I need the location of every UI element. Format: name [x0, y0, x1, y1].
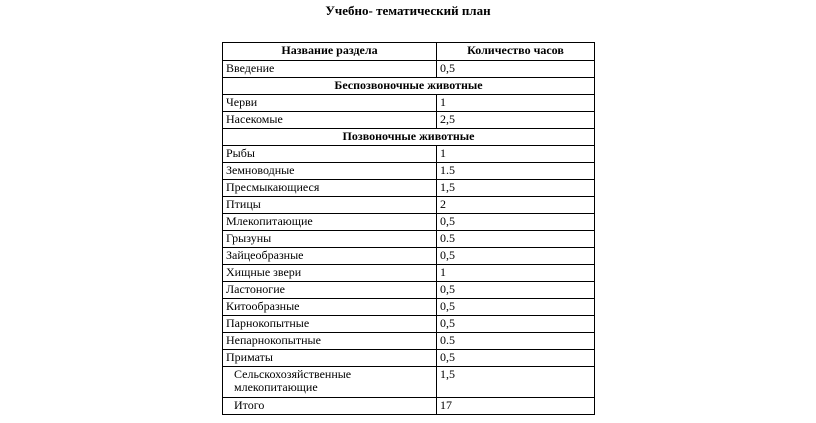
study-plan-table	[222, 42, 595, 415]
table-row	[223, 112, 595, 129]
row-name-cell: Непарнокопытные	[223, 333, 437, 350]
document-title: Учебно- тематический план	[325, 3, 491, 18]
row-name-cell: Сельскохозяйственные млекопитающие	[223, 367, 437, 398]
row-name-cell: Хищные звери	[223, 265, 437, 282]
table-row	[223, 231, 595, 248]
row-hours-cell: 1,5	[437, 180, 595, 197]
row-name-cell: Китообразные	[223, 299, 437, 316]
table-row	[223, 333, 595, 350]
table-row	[223, 350, 595, 367]
row-hours-cell: 0,5	[437, 350, 595, 367]
row-name-cell: Насекомые	[223, 112, 437, 129]
section-row	[223, 129, 595, 146]
table-row	[223, 61, 595, 78]
row-name-cell: Пресмыкающиеся	[223, 180, 437, 197]
section-heading-invertebrates: Беспозвоночные животные	[223, 78, 595, 95]
row-name-cell: Рыбы	[223, 146, 437, 163]
table-row	[223, 95, 595, 112]
table-row	[223, 197, 595, 214]
total-label-cell: Итого	[223, 398, 437, 415]
row-hours-cell: 1.5	[437, 163, 595, 180]
row-name-cell: Введение	[223, 61, 437, 78]
row-hours-cell: 1,5	[437, 367, 595, 398]
total-hours-cell: 17	[437, 398, 595, 415]
row-hours-cell: 0,5	[437, 316, 595, 333]
table-row	[223, 265, 595, 282]
row-hours-cell: 1	[437, 95, 595, 112]
row-name-cell: Зайцеобразные	[223, 248, 437, 265]
row-hours-cell: 2	[437, 197, 595, 214]
row-hours-cell: 1	[437, 146, 595, 163]
table-row	[223, 282, 595, 299]
section-row	[223, 78, 595, 95]
row-name-cell: Земноводные	[223, 163, 437, 180]
table-row	[223, 146, 595, 163]
row-name-cell: Млекопитающие	[223, 214, 437, 231]
table-row	[223, 316, 595, 333]
row-name-cell: Птицы	[223, 197, 437, 214]
table-header-row	[223, 43, 595, 61]
row-hours-cell: 0.5	[437, 231, 595, 248]
section-heading-vertebrates: Позвоночные животные	[223, 129, 595, 146]
row-hours-cell: 2,5	[437, 112, 595, 129]
row-name-cell: Приматы	[223, 350, 437, 367]
table-row	[223, 214, 595, 231]
table-row	[223, 299, 595, 316]
table-row	[223, 248, 595, 265]
row-name-cell: Ластоногие	[223, 282, 437, 299]
row-hours-cell: 0.5	[437, 333, 595, 350]
row-hours-cell: 1	[437, 265, 595, 282]
row-hours-cell: 0,5	[437, 248, 595, 265]
row-hours-cell: 0,5	[437, 61, 595, 78]
row-hours-cell: 0,5	[437, 299, 595, 316]
row-name-cell: Черви	[223, 95, 437, 112]
row-hours-cell: 0,5	[437, 282, 595, 299]
table-row	[223, 180, 595, 197]
column-header-section-name: Название раздела	[223, 43, 437, 61]
row-name-cell: Грызуны	[223, 231, 437, 248]
row-name-cell: Парнокопытные	[223, 316, 437, 333]
table-row	[223, 163, 595, 180]
row-hours-cell: 0,5	[437, 214, 595, 231]
total-row	[223, 398, 595, 415]
column-header-hours: Количество часов	[437, 43, 595, 61]
table-row	[223, 367, 595, 398]
